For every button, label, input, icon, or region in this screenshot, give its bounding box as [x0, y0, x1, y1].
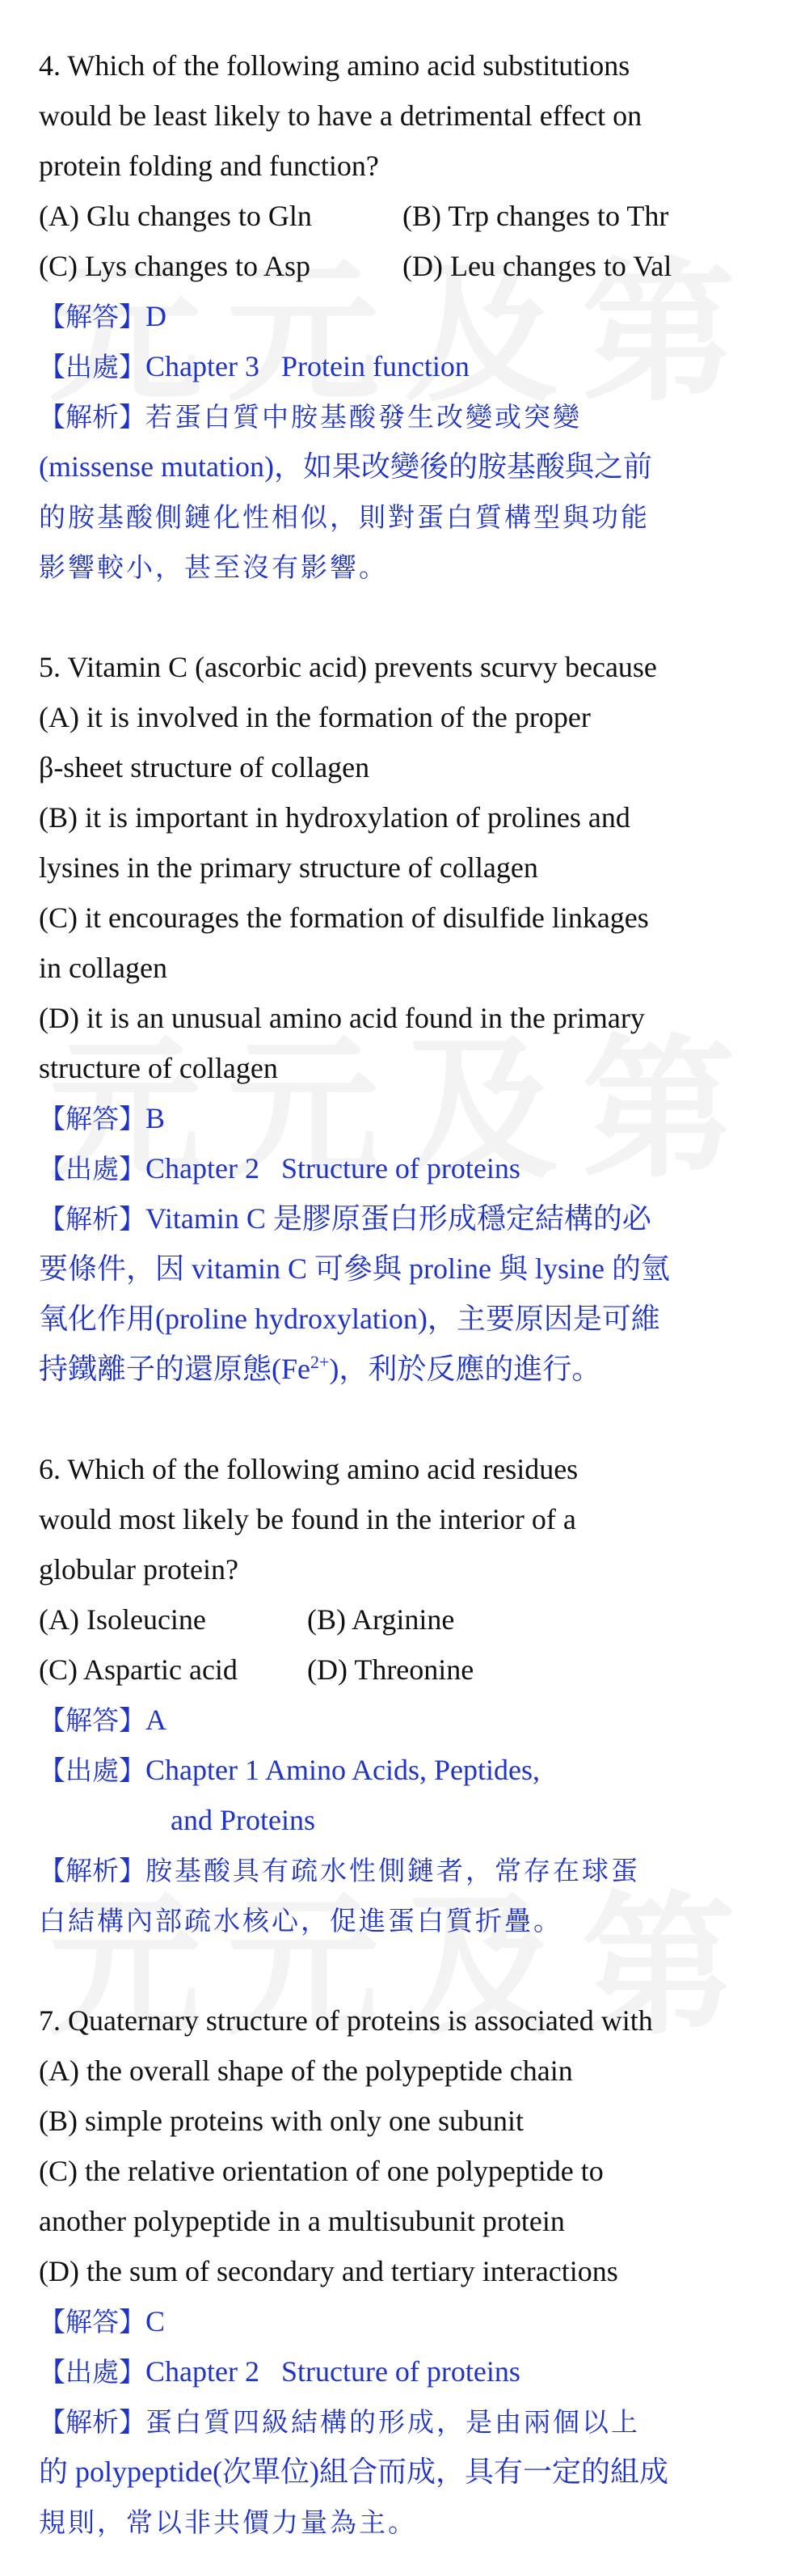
question-text: 4. Which of the following amino acid substitutions	[39, 49, 630, 82]
option-d: (D) Threonine	[307, 1653, 474, 1686]
option-c-cont: in collagen	[39, 952, 167, 984]
analysis-text: 的 polypeptide(次單位)組合而成，具有一定的組成	[39, 2456, 668, 2488]
analysis-line	[39, 2497, 766, 2547]
analysis-text: 的胺基酸側鏈化性相似，則對蛋白質構型與功能	[39, 501, 650, 533]
option-d: (D) Leu changes to Val	[402, 250, 672, 282]
answer-value: B	[145, 1102, 166, 1134]
source-tag: 【出處】	[39, 1153, 145, 1185]
analysis-line	[39, 2397, 766, 2447]
analysis-line	[39, 2447, 766, 2497]
analysis-tag: 【解析】	[39, 1855, 145, 1886]
question-5	[39, 642, 766, 1394]
answer-line	[39, 1093, 766, 1143]
options-row	[39, 1594, 766, 1645]
answer-line	[39, 2296, 766, 2346]
option-b: (B) Trp changes to Thr	[402, 200, 669, 232]
analysis-line	[39, 391, 766, 441]
option-b: (B) it is important in hydroxylation of prolines and	[39, 801, 630, 834]
option-b: (B) simple proteins with only one subunit	[39, 2105, 524, 2137]
section-gap	[39, 1945, 766, 1995]
answer-value: A	[145, 1704, 166, 1736]
answer-tag: 【解答】	[39, 1704, 145, 1736]
option-c: (C) it encourages the formation of disulfide linkages	[39, 902, 649, 934]
section-gap	[39, 1394, 766, 1444]
option-c: (C) the relative orientation of one polypeptide to	[39, 2155, 604, 2187]
question-text: globular protein?	[39, 1553, 238, 1586]
option-c-cont: another polypeptide in a multisubunit protein	[39, 2205, 565, 2237]
option-c: (C) Lys changes to Asp	[39, 250, 310, 282]
analysis-line	[39, 1344, 766, 1394]
option-a: (A) Glu changes to Gln	[39, 200, 312, 232]
question-7	[39, 1995, 766, 2547]
source-tag: 【出處】	[39, 1755, 145, 1786]
source-value: Chapter 1 Amino Acids, Peptides,	[145, 1754, 540, 1786]
option-b-cont: lysines in the primary structure of collagen	[39, 851, 538, 884]
analysis-text: )，利於反應的進行。	[329, 1353, 601, 1385]
analysis-line	[39, 542, 766, 592]
option-a: (A) Isoleucine	[39, 1603, 206, 1636]
section-gap	[39, 592, 766, 642]
source-tag: 【出處】	[39, 351, 145, 382]
answer-line	[39, 291, 766, 341]
options-row	[39, 191, 766, 241]
analysis-line	[39, 1193, 766, 1244]
document-body	[39, 40, 766, 2547]
analysis-line	[39, 492, 766, 542]
option-b: (B) Arginine	[307, 1603, 455, 1636]
question-6	[39, 1444, 766, 1945]
analysis-line	[39, 1294, 766, 1344]
answer-tag: 【解答】	[39, 2306, 145, 2337]
source-value: Chapter 3 Protein function	[145, 350, 470, 382]
analysis-text: 氧化作用(proline hydroxylation)，主要原因是可維	[39, 1303, 660, 1335]
analysis-text: (missense mutation)，如果改變後的胺基酸與之前	[39, 450, 652, 483]
option-d: (D) the sum of secondary and tertiary interactions	[39, 2255, 618, 2287]
analysis-line	[39, 1845, 766, 1895]
analysis-tag: 【解析】	[39, 1203, 145, 1235]
source-value: Chapter 2 Structure of proteins	[145, 1152, 520, 1185]
option-c: (C) Aspartic acid	[39, 1653, 238, 1686]
answer-value: C	[145, 2305, 166, 2337]
analysis-tag: 【解析】	[39, 401, 145, 433]
question-text: 6. Which of the following amino acid residues	[39, 1453, 579, 1485]
analysis-text: 若蛋白質中胺基酸發生改變或突變	[145, 401, 582, 433]
analysis-text: 要條件，因 vitamin C 可參與 proline 與 lysine 的氫	[39, 1252, 670, 1285]
answer-tag: 【解答】	[39, 301, 145, 332]
source-line	[39, 2346, 766, 2397]
question-text: protein folding and function?	[39, 150, 379, 182]
option-a: (A) the overall shape of the polypeptide chain	[39, 2054, 573, 2087]
source-line	[39, 1143, 766, 1193]
options-row	[39, 1645, 766, 1695]
answer-value: D	[145, 300, 166, 332]
analysis-line	[39, 1895, 766, 1945]
source-value: and Proteins	[171, 1804, 315, 1836]
source-value: Chapter 2 Structure of proteins	[145, 2355, 520, 2388]
analysis-text: 規則，常以非共價力量為主。	[39, 2506, 417, 2538]
superscript: 2+	[310, 1352, 330, 1372]
options-row	[39, 241, 766, 291]
question-text: 5. Vitamin C (ascorbic acid) prevents scurvy because	[39, 651, 657, 683]
source-line	[39, 1745, 766, 1795]
analysis-tag: 【解析】	[39, 2406, 145, 2438]
question-4	[39, 40, 766, 592]
answer-tag: 【解答】	[39, 1103, 145, 1134]
analysis-text: 蛋白質四級結構的形成，是由兩個以上	[145, 2406, 640, 2438]
analysis-text: 持鐵離子的還原態(Fe	[39, 1353, 310, 1385]
analysis-text: 影響較小，甚至沒有影響。	[39, 551, 388, 583]
analysis-line	[39, 441, 766, 492]
option-a: (A) it is involved in the formation of the proper	[39, 701, 591, 733]
option-d: (D) it is an unusual amino acid found in the primary	[39, 1002, 645, 1034]
analysis-text: 胺基酸具有疏水性側鏈者，常存在球蛋	[145, 1855, 640, 1886]
source-line	[39, 341, 766, 391]
analysis-line	[39, 1244, 766, 1294]
option-d-cont: structure of collagen	[39, 1052, 278, 1084]
source-line-cont	[39, 1795, 766, 1845]
answer-line	[39, 1695, 766, 1745]
analysis-text: 白結構內部疏水核心，促進蛋白質折疊。	[39, 1905, 562, 1936]
source-tag: 【出處】	[39, 2356, 145, 2388]
option-a-cont: β-sheet structure of collagen	[39, 751, 370, 783]
analysis-text: Vitamin C 是膠原蛋白形成穩定結構的必	[145, 1202, 651, 1235]
question-text: would most likely be found in the interior of a	[39, 1503, 576, 1535]
question-text: would be least likely to have a detrimental effect on	[39, 99, 642, 132]
question-text: 7. Quaternary structure of proteins is associated with	[39, 2004, 653, 2037]
